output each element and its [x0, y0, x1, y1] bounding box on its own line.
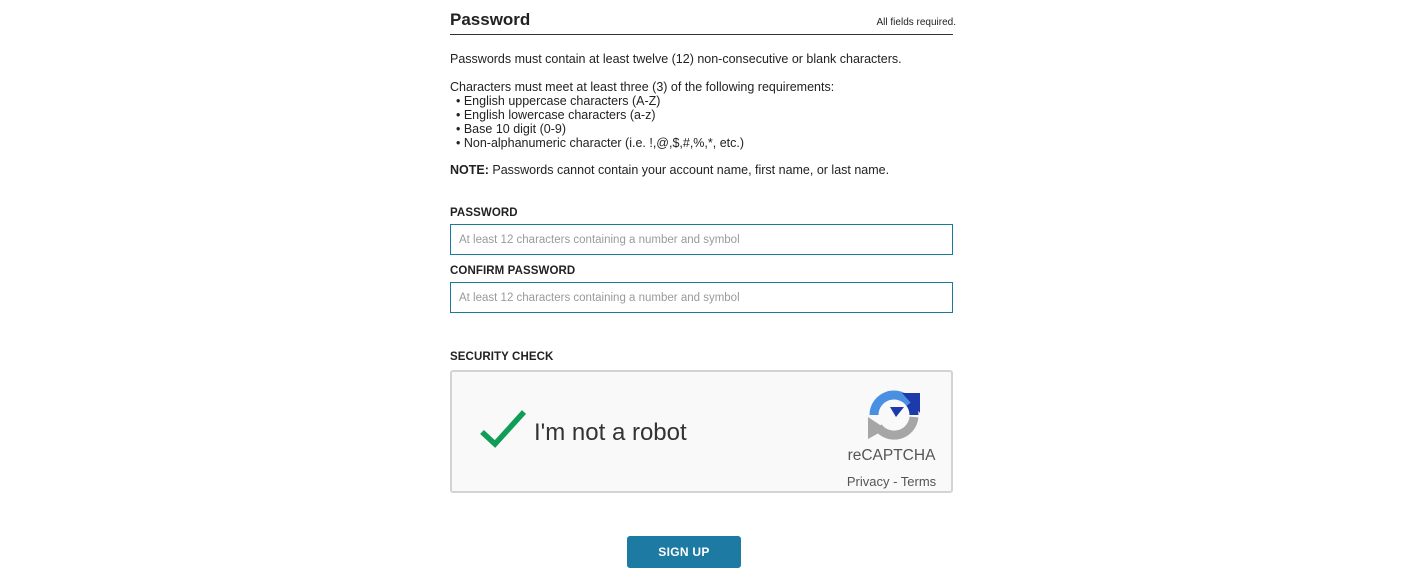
requirement-item: • English uppercase characters (A-Z) [456, 94, 661, 108]
recaptcha-brand: reCAPTCHA [847, 447, 936, 464]
requirement-item: • English lowercase characters (a-z) [456, 108, 656, 122]
sign-up-button[interactable]: SIGN UP [627, 536, 741, 568]
link-separator: - [889, 474, 901, 489]
checkmark-icon [478, 408, 530, 452]
confirm-password-label: CONFIRM PASSWORD [450, 265, 576, 277]
requirements-heading: Characters must meet at least three (3) of the following requirements: [450, 80, 835, 94]
password-form [450, 0, 956, 559]
privacy-link[interactable]: Privacy [846, 474, 890, 489]
recaptcha-links [840, 474, 943, 489]
recaptcha-logo-icon [866, 387, 922, 443]
requirement-item: • Base 10 digit (0-9) [456, 122, 566, 136]
password-label: PASSWORD [450, 207, 518, 219]
recaptcha-label: I'm not a robot [534, 419, 687, 446]
terms-link[interactable]: Terms [900, 474, 937, 489]
recaptcha-widget [450, 370, 953, 493]
section-header [450, 0, 956, 35]
confirm-password-input[interactable] [450, 282, 953, 313]
password-note [450, 163, 889, 177]
note-text: Passwords cannot contain your account name, first name, or last name. [488, 163, 890, 177]
password-length-rule: Passwords must contain at least twelve (12) non-consecutive or blank characters. [450, 52, 902, 66]
required-fields-note: All fields required. [876, 17, 956, 28]
page-title: Password [450, 10, 531, 29]
requirement-item: • Non-alphanumeric character (i.e. !,@,$,#,%,*, etc.) [456, 136, 745, 150]
security-check-label: SECURITY CHECK [450, 351, 554, 363]
password-input[interactable] [450, 224, 953, 255]
recaptcha-checkbox[interactable] [478, 408, 530, 452]
note-label: NOTE: [450, 163, 489, 177]
